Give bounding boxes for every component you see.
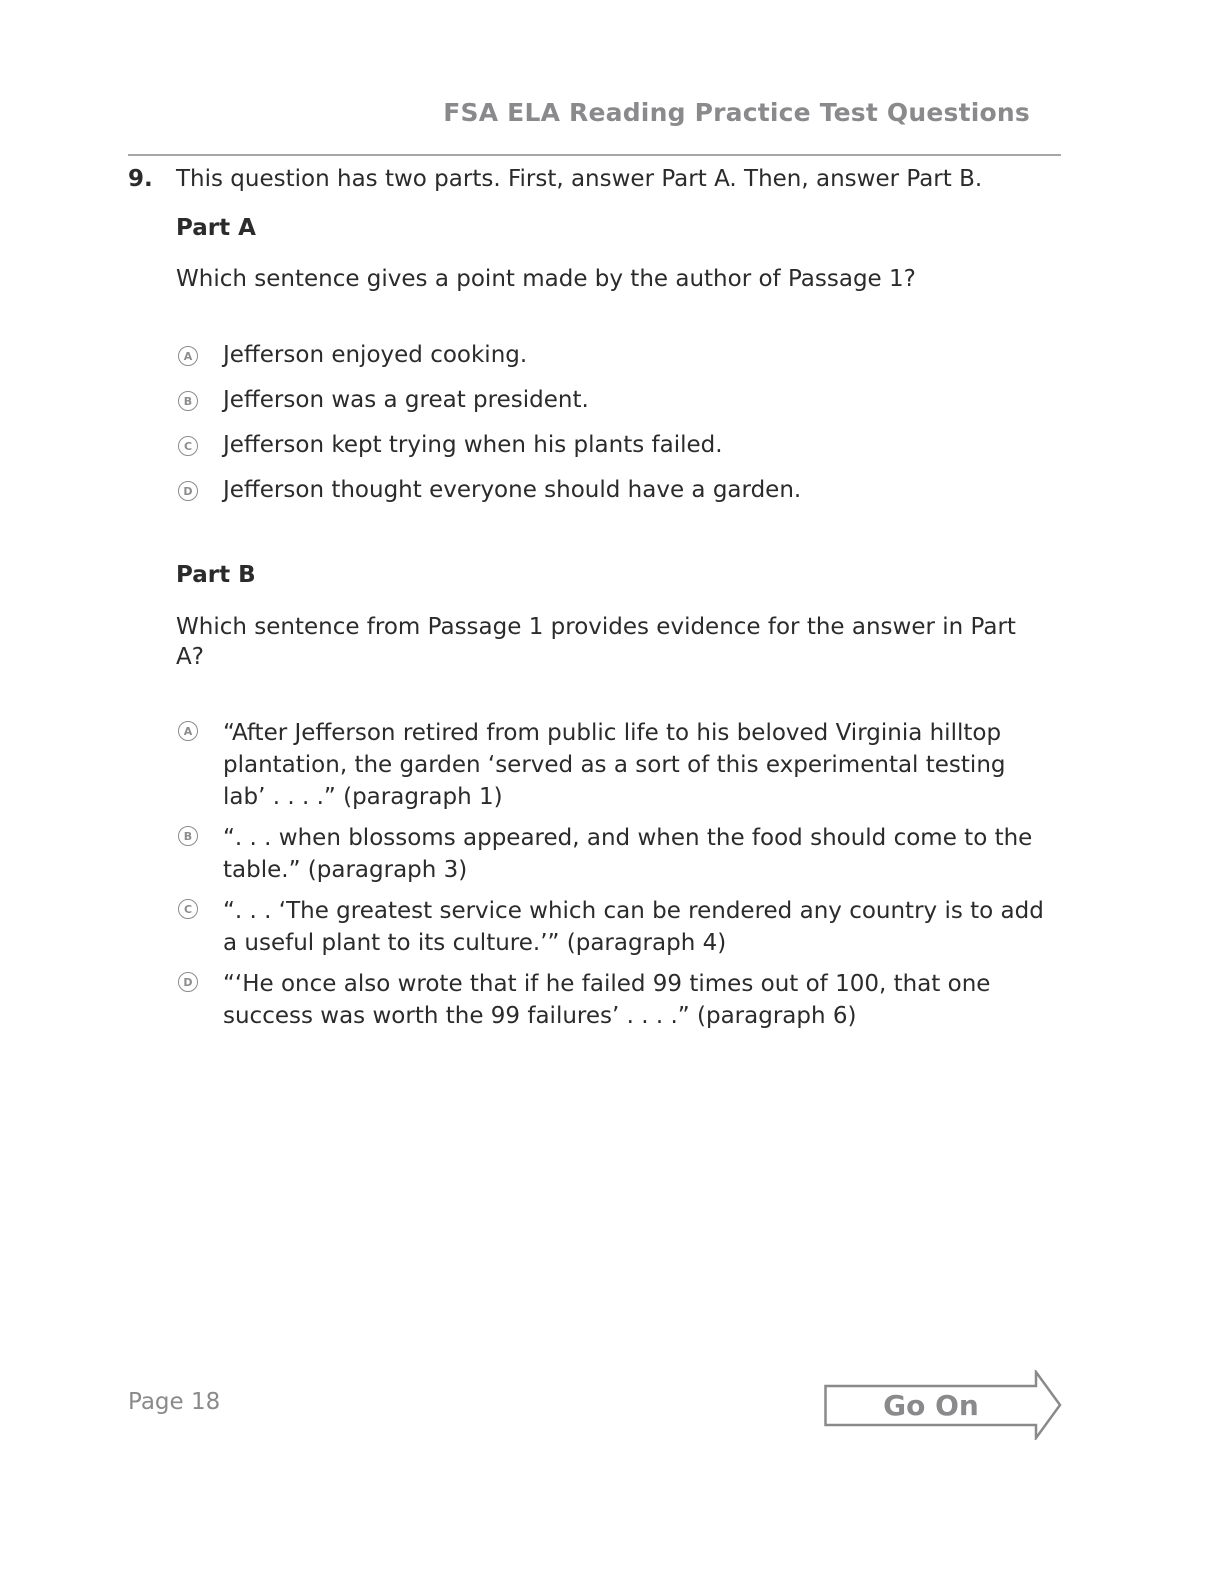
option-text: “. . . when blossoms appeared, and when the food should come to the table.” (paragraph 3)	[223, 825, 1033, 883]
header-divider	[128, 154, 1061, 156]
part-b-options	[176, 717, 1046, 1041]
option-text: “After Jefferson retired from public life to his beloved Virginia hilltop plantation, the garden ‘served as a sort of this experimental testing lab’ . . . .” (paragraph 1)	[223, 720, 1006, 810]
part-b-option-b[interactable]	[176, 822, 1046, 886]
option-text: “. . . ‘The greatest service which can be rendered any country is to add a useful plant to its culture.’” (paragraph 4)	[223, 898, 1044, 956]
part-a-option-c[interactable]	[176, 432, 1046, 458]
answer-bubble-b-icon[interactable]: B	[178, 826, 198, 846]
question-stem: This question has two parts. First, answer Part A. Then, answer Part B.	[176, 166, 983, 192]
part-a-option-a[interactable]	[176, 342, 1046, 368]
go-on-button[interactable]	[824, 1370, 1062, 1440]
option-text: Jefferson enjoyed cooking.	[223, 342, 528, 368]
answer-bubble-d-icon[interactable]: D	[178, 972, 198, 992]
answer-bubble-b-icon[interactable]: B	[178, 391, 198, 411]
part-b-option-d[interactable]	[176, 968, 1046, 1032]
answer-bubble-a-icon[interactable]: A	[178, 721, 198, 741]
option-text: Jefferson kept trying when his plants failed.	[223, 432, 723, 458]
page-number: Page 18	[128, 1389, 221, 1415]
part-b-option-a[interactable]	[176, 717, 1046, 813]
option-text: “‘He once also wrote that if he failed 99 times out of 100, that one success was worth the 99 failures’ . . . .” (paragraph 6)	[223, 971, 991, 1029]
part-b-label: Part B	[176, 562, 256, 588]
page-header-title: FSA ELA Reading Practice Test Questions	[443, 98, 1030, 127]
go-on-label: Go On	[883, 1388, 979, 1422]
option-text: Jefferson was a great president.	[223, 387, 589, 413]
part-b-option-c[interactable]	[176, 895, 1046, 959]
answer-bubble-a-icon[interactable]: A	[178, 346, 198, 366]
answer-bubble-c-icon[interactable]: C	[178, 436, 198, 456]
part-a-option-d[interactable]	[176, 477, 1046, 503]
answer-bubble-d-icon[interactable]: D	[178, 481, 198, 501]
question-number: 9.	[128, 166, 153, 192]
part-a-option-b[interactable]	[176, 387, 1046, 413]
option-text: Jefferson thought everyone should have a garden.	[223, 477, 802, 503]
part-a-options	[176, 342, 1046, 522]
part-a-prompt: Which sentence gives a point made by the author of Passage 1?	[176, 266, 916, 292]
part-a-label: Part A	[176, 215, 256, 241]
part-b-prompt: Which sentence from Passage 1 provides evidence for the answer in Part A?	[176, 614, 1016, 670]
answer-bubble-c-icon[interactable]: C	[178, 899, 198, 919]
